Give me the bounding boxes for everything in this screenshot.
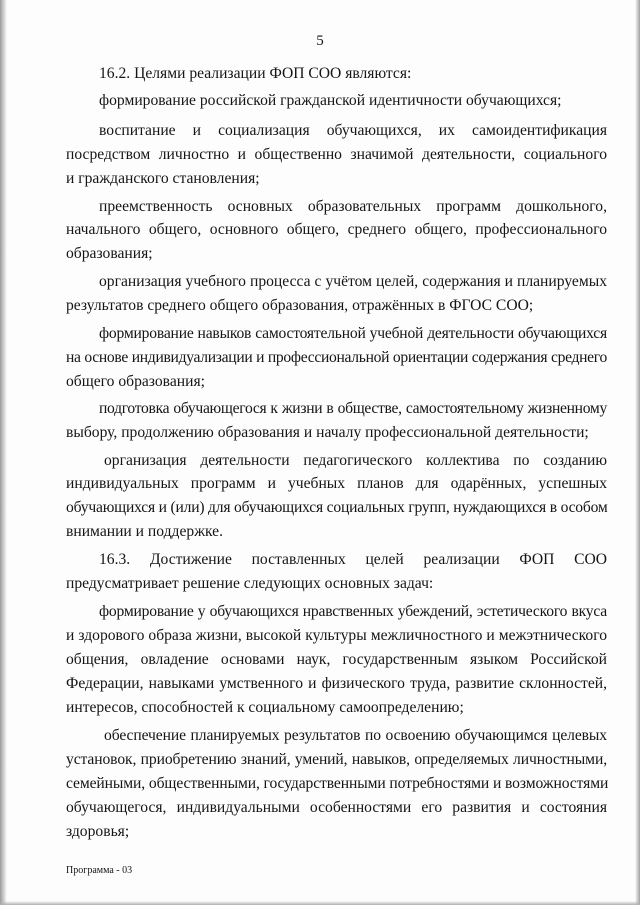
text-line: обеспечение планируемых результатов по освоению обучающимся целевых <box>104 727 607 744</box>
text-line: здоровья; <box>66 823 130 840</box>
text-line: на основе индивидуализации и профессиональной ориентации содержания среднего <box>66 349 607 366</box>
text-line: образования; <box>66 245 153 262</box>
text-line: выбору, продолжению образования и началу профессиональной деятельности; <box>66 424 589 441</box>
scan-edge-bottom <box>0 901 640 905</box>
text-line: индивидуальных программ и учебных планов для одарённых, успешных <box>66 475 607 492</box>
text-line: общения, овладение основами наук, государственным языком Российской <box>66 651 607 668</box>
text-line: формирование у обучающихся нравственных убеждений, эстетического вкуса <box>99 603 607 620</box>
text-line: обучающегося, индивидуальными особенностями его развития и состояния <box>66 799 607 816</box>
text-line: формирование навыков самостоятельной учебной деятельности обучающихся <box>99 325 607 342</box>
text-line: воспитание и социализация обучающихся, их самоидентификация <box>99 122 607 139</box>
scan-edge-left <box>0 0 7 905</box>
text-line: организация деятельности педагогического коллектива по созданию <box>104 452 607 469</box>
text-line: преемственность основных образовательных программ дошкольного, <box>99 198 607 215</box>
text-line: организация учебного процесса с учётом целей, содержания и планируемых <box>99 273 607 290</box>
footer-label: Программа - 03 <box>66 865 133 876</box>
text-line: интересов, способностей к социальному самоопределению; <box>66 699 464 716</box>
text-line: подготовка обучающегося к жизни в обществе, самостоятельному жизненному <box>99 400 607 417</box>
text-line: результатов среднего общего образования, отражённых в ФГОС СОО; <box>66 297 534 314</box>
text-line: предусматривает решение следующих основных задач: <box>66 575 434 592</box>
text-line: начального общего, основного общего, среднего общего, профессионального <box>66 221 607 238</box>
text-line: формирование российской гражданской идентичности обучающихся; <box>99 92 562 109</box>
text-line: Федерации, навыками умственного и физического труда, развитие склонностей, <box>66 675 607 692</box>
text-line: семейными, общественными, государственными потребностями и возможностями <box>66 775 609 792</box>
text-line: внимании и поддержке. <box>66 523 223 540</box>
text-line: обучающихся и (или) для обучающихся социальных групп, нуждающихся в особом <box>66 499 608 516</box>
section-heading-16-3: 16.3. Достижение поставленных целей реализации ФОП СОО <box>99 551 607 568</box>
text-line: и гражданского становления; <box>66 170 260 187</box>
text-line: и здорового образа жизни, высокой культуры межличностного и межэтнического <box>66 627 607 644</box>
page-number: 5 <box>316 33 324 49</box>
text-line: общего образования; <box>66 373 205 390</box>
text-line: посредством личностно и общественно значимой деятельности, социального <box>66 146 607 163</box>
scan-edge-right <box>635 0 640 905</box>
text-line: установок, приобретению знаний, умений, навыков, определяемых личностными, <box>66 751 607 768</box>
section-heading-16-2: 16.2. Целями реализации ФОП СОО являются: <box>99 65 412 82</box>
